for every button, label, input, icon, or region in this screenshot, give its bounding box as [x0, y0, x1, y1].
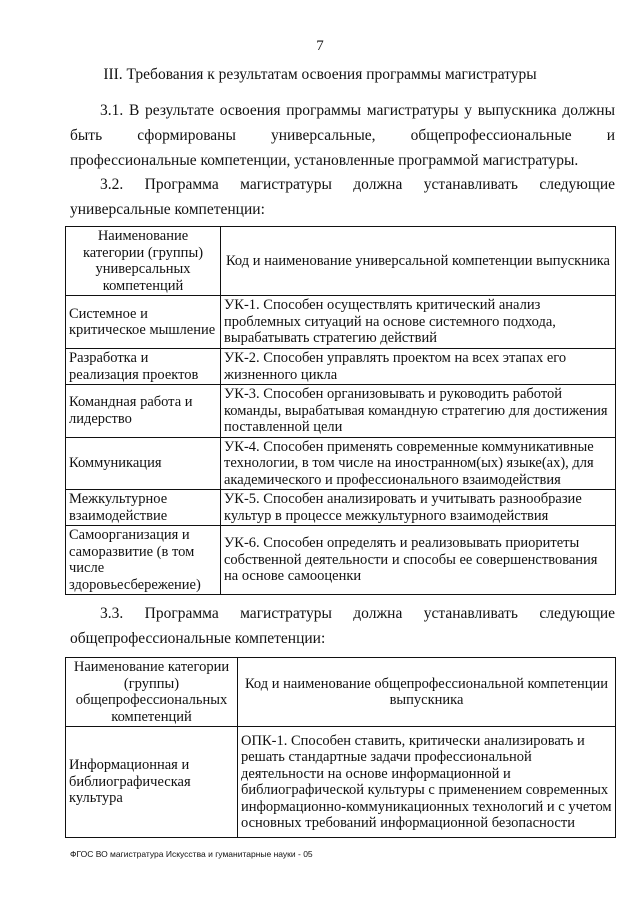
category-cell: Разработка и реализация проектов — [66, 349, 221, 385]
table-header-row — [66, 227, 616, 296]
header-category: Наименование категории (группы) универсальных компетенций — [66, 227, 221, 296]
table-row — [66, 437, 616, 490]
section-title: III. Требования к результатам освоения программы магистратуры — [103, 66, 537, 83]
table-row — [66, 296, 616, 349]
word: Программа — [144, 605, 219, 622]
paragraph-3-2: 3.2. Программа магистратуры должна устанавливать следующие универсальные компетенции: — [70, 176, 615, 218]
general-competences-table — [65, 657, 616, 838]
category-cell: Системное и критическое мышление — [66, 296, 221, 349]
competence-cell: УК-3. Способен организовывать и руководить работой команды, вырабатывая командную стратегию для достижения поставленной цели — [221, 385, 616, 438]
header-competence: Код и наименование универсальной компетенции выпускника — [221, 227, 616, 296]
table-row — [66, 727, 616, 838]
page-number: 7 — [316, 38, 324, 54]
category-cell: Самоорганизация и саморазвитие (в том числе здоровьесбережение) — [66, 526, 221, 595]
competence-cell: УК-2. Способен управлять проектом на всех этапах его жизненного цикла — [221, 349, 616, 385]
competence-cell: УК-4. Способен применять современные коммуникативные технологии, в том числе на иностранном(ых) языке(ах), для академического и профессионального взаимодействия — [221, 437, 616, 490]
word: следующие — [539, 605, 615, 622]
competence-cell: ОПК-1. Способен ставить, критически анализировать и решать стандартные задачи профессиональной деятельности на основе информационной и библиографической культуры с применением современных информационно-коммуникационных технологий и с учетом основных требований информационной безопасности — [238, 727, 616, 838]
category-cell: Информационная и библиографическая культура — [66, 727, 238, 838]
header-competence: Код и наименование общепрофессиональной компетенции выпускника — [238, 658, 616, 727]
paragraph-3-3 — [70, 601, 615, 651]
competence-cell: УК-6. Способен определять и реализовывать приоритеты собственной деятельности и способы ее совершенствования на основе самооценки — [221, 526, 616, 595]
header-category: Наименование категории (группы) общепрофессиональных компетенций — [66, 658, 238, 727]
paragraph-3-3-first-line — [70, 601, 615, 626]
word: 3.3. — [100, 605, 124, 622]
category-cell: Коммуникация — [66, 437, 221, 490]
word: магистратуры — [240, 605, 332, 622]
table-row — [66, 385, 616, 438]
paragraph-3-3-rest: общепрофессиональные компетенции: — [70, 630, 326, 647]
table-row — [66, 490, 616, 526]
paragraph-3-1: 3.1. В результате освоения программы магистратуры у выпускника должны быть сформированы универсальные, общепрофессиональные и профессиональные компетенции, установленные программой магистратуры. — [70, 102, 615, 169]
table-row — [66, 349, 616, 385]
word: должна — [353, 605, 403, 622]
table-header-row — [66, 658, 616, 727]
competence-cell: УК-5. Способен анализировать и учитывать разнообразие культур в процессе межкультурного взаимодействия — [221, 490, 616, 526]
universal-competences-table — [65, 226, 616, 595]
competence-cell: УК-1. Способен осуществлять критический анализ проблемных ситуаций на основе системного подхода, вырабатывать стратегию действий — [221, 296, 616, 349]
category-cell: Командная работа и лидерство — [66, 385, 221, 438]
category-cell: Межкультурное взаимодействие — [66, 490, 221, 526]
word: устанавливать — [423, 605, 518, 622]
footer: ФГОС ВО магистратура Искусства и гуманитарные науки - 05 — [70, 849, 313, 859]
table-row — [66, 526, 616, 595]
